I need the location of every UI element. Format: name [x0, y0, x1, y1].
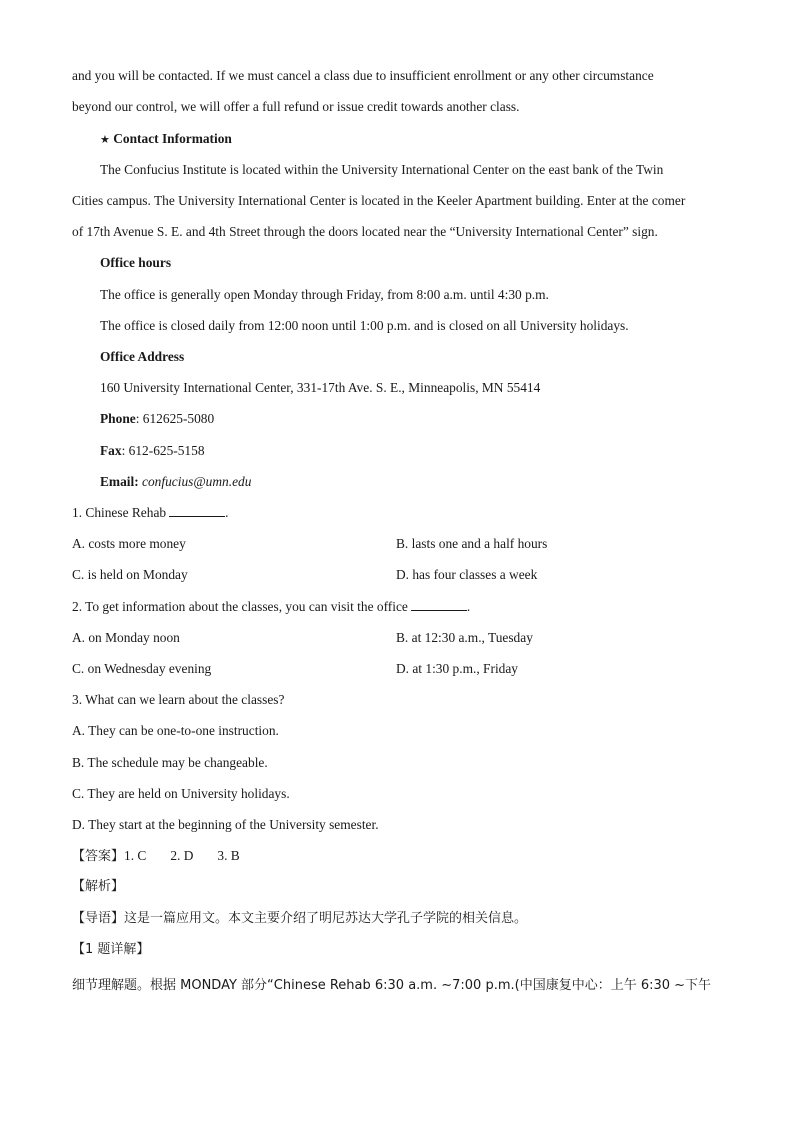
answer-1: 1. C — [124, 848, 147, 863]
option-b: B. The schedule may be changeable. — [72, 755, 268, 770]
passage-line: and you will be contacted. If we must cancel a class due to insufficient enrollment or any other circumstance — [72, 68, 654, 83]
option-c: C. on Wednesday evening — [72, 661, 212, 676]
fax-label: Fax — [100, 443, 122, 458]
office-address: 160 University International Center, 331-17th Ave. S. E., Minneapolis, MN 55414 — [100, 380, 541, 395]
passage-line: The Confucius Institute is located within the University International Center on the east bank of the Twin — [100, 162, 664, 177]
option-b: B. at 12:30 a.m., Tuesday — [396, 630, 533, 645]
fax-line — [100, 442, 205, 460]
option-a: A. They can be one-to-one instruction. — [72, 723, 279, 738]
email-value: confucius@umn.edu — [142, 474, 252, 489]
contact-heading — [100, 130, 232, 149]
passage-line: beyond our control, we will offer a full refund or issue credit towards another class. — [72, 99, 520, 114]
guide-label: 【导语】 — [72, 911, 125, 926]
analysis-label: 【解析】 — [72, 879, 125, 894]
question-stem — [72, 504, 228, 522]
answer-blank — [411, 598, 467, 611]
question-stem: 3. What can we learn about the classes? — [72, 692, 285, 707]
star-icon: ★ — [100, 133, 110, 146]
option-a: A. on Monday noon — [72, 630, 180, 645]
passage-line: of 17th Avenue S. E. and 4th Street through the doors located near the “University International Center” sign. — [72, 224, 658, 239]
stem-suffix: . — [225, 505, 229, 520]
q1-detail-label: 【1 题详解】 — [72, 942, 150, 957]
q1-detail-text: 细节理解题。根据 MONDAY 部分“Chinese Rehab 6:30 a.m. ∼7:00 p.m.(中国康复中心：上午 6:30 ~下午 — [72, 978, 712, 993]
email-line — [100, 473, 251, 491]
question-stem-text: 2. To get information about the classes, you can visit the office — [72, 599, 408, 614]
answer-line — [72, 847, 240, 866]
email-label: Email: — [100, 474, 139, 489]
option-b: B. lasts one and a half hours — [396, 536, 548, 551]
stem-suffix: . — [466, 599, 471, 614]
option-a: A. costs more money — [72, 536, 186, 551]
guide-line — [72, 910, 527, 928]
guide-text: 这是一篇应用文。本文主要介绍了明尼苏达大学孔子学院的相关信息。 — [124, 911, 528, 926]
office-address-heading: Office Address — [100, 349, 185, 364]
option-c: C. They are held on University holidays. — [72, 786, 290, 801]
option-d: D. has four classes a week — [396, 567, 538, 582]
office-hours-heading: Office hours — [100, 255, 172, 270]
phone-label: Phone — [100, 411, 136, 426]
answer-blank — [169, 504, 225, 517]
answer-label: 【答案】 — [72, 849, 125, 864]
phone-value: : 612625-5080 — [135, 411, 215, 426]
fax-value: : 612-625-5158 — [121, 443, 205, 458]
answer-3: 3. B — [217, 848, 240, 863]
question-stem — [72, 598, 470, 616]
question-stem-text: 1. Chinese Rehab — [72, 505, 167, 520]
option-d: D. They start at the beginning of the University semester. — [72, 817, 379, 832]
office-hours-line: The office is generally open Monday through Friday, from 8:00 a.m. until 4:30 p.m. — [100, 287, 549, 302]
passage-line: Cities campus. The University International Center is located in the Keeler Apartment building. Enter at the comer — [72, 193, 686, 208]
option-c: C. is held on Monday — [72, 567, 188, 582]
contact-heading-text: Contact Information — [113, 131, 232, 146]
answer-2: 2. D — [170, 848, 194, 863]
option-d: D. at 1:30 p.m., Friday — [396, 661, 518, 676]
office-hours-line: The office is closed daily from 12:00 noon until 1:00 p.m. and is closed on all University holidays. — [100, 318, 629, 333]
phone-line — [100, 410, 214, 428]
